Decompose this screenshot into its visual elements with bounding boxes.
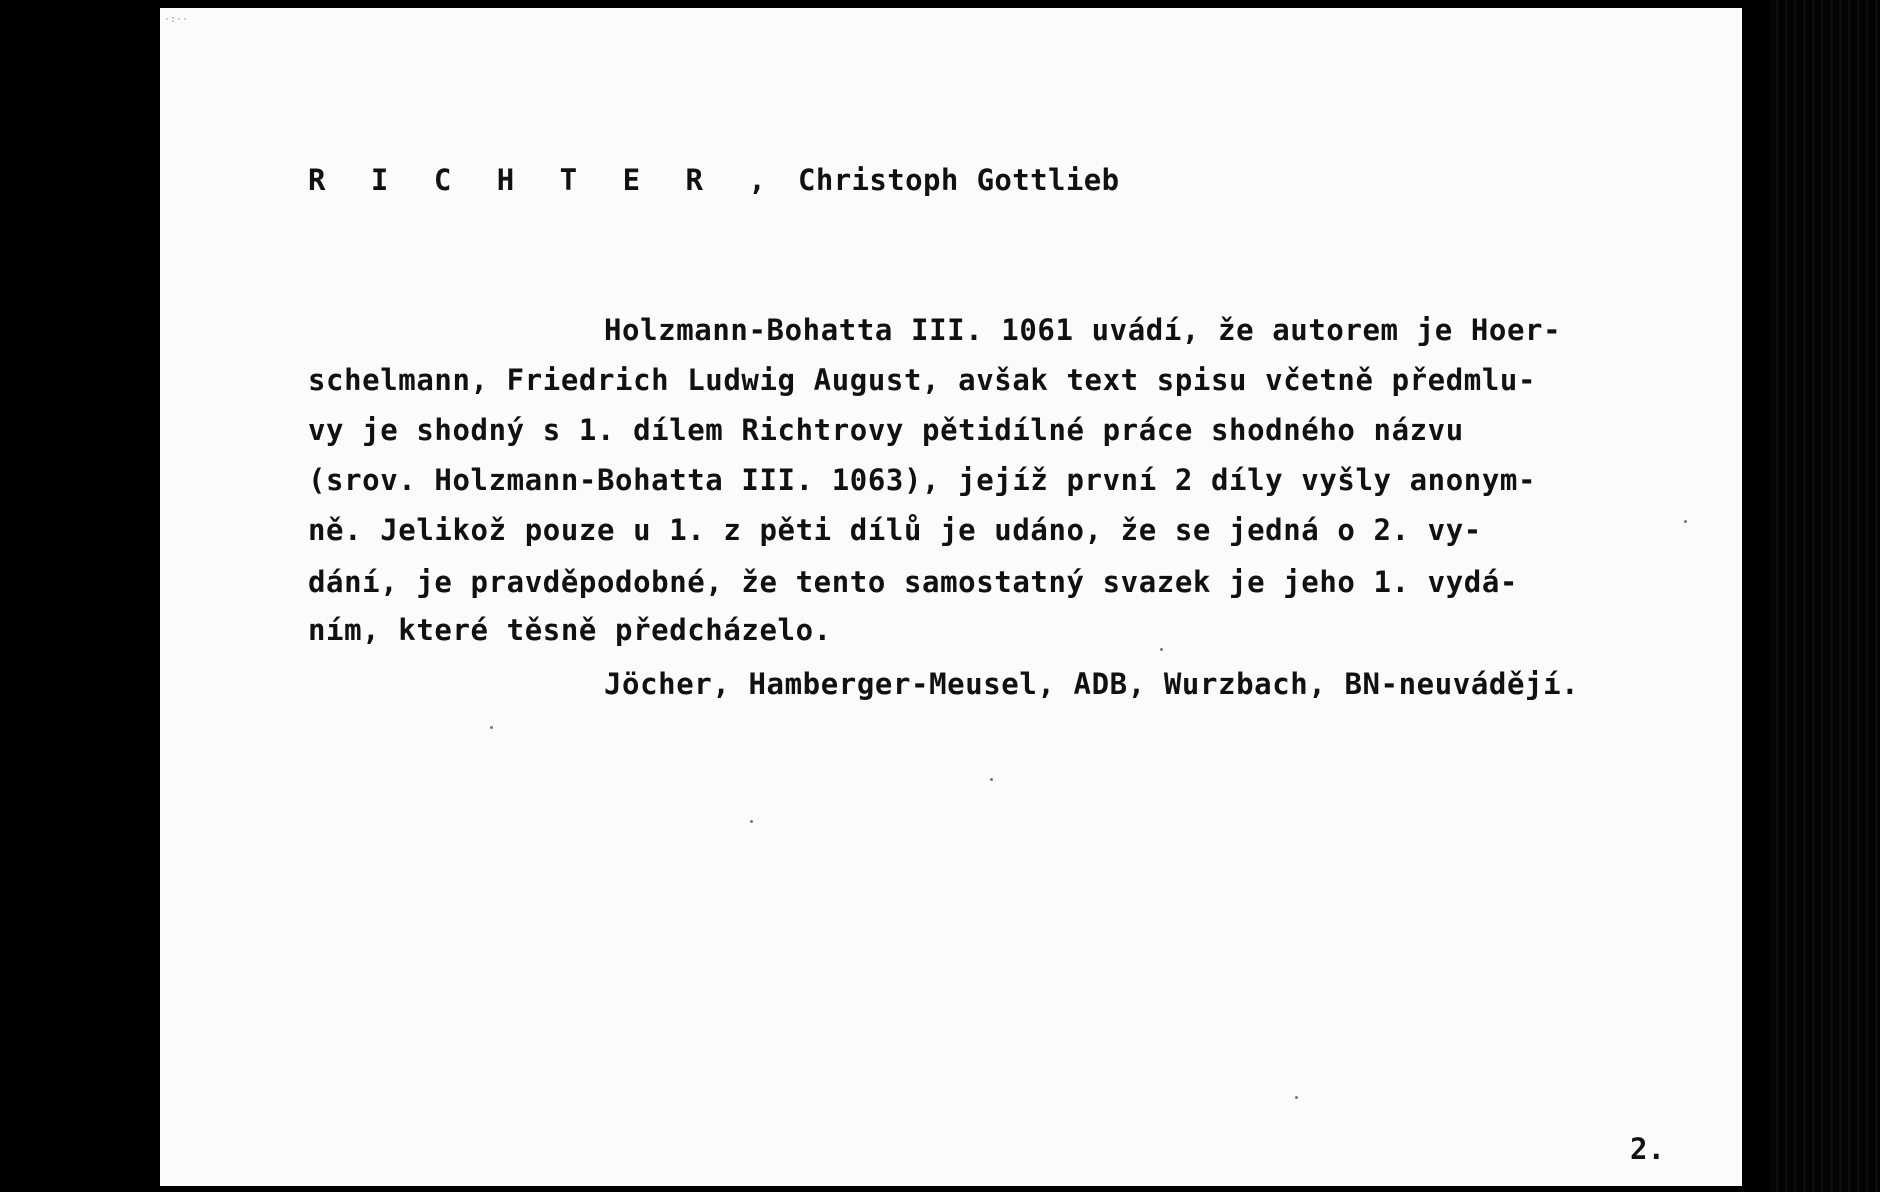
paragraph-line-3: vy je shodný s 1. dílem Richtrovy pětidílné práce shodného názvu	[308, 413, 1464, 447]
heading-surname: R I C H T E R ,	[308, 163, 780, 197]
heading-given-names: Christoph Gottlieb	[797, 163, 1120, 197]
paper-speck	[1295, 1096, 1298, 1099]
paper-speck	[490, 726, 493, 729]
page-number: 2.	[1630, 1132, 1665, 1166]
paragraph-line-7: ním, které těsně předcházelo.	[308, 613, 832, 647]
paragraph-line-5: ně. Jelikož pouze u 1. z pěti dílů je udáno, že se jedná o 2. vy-	[308, 513, 1482, 547]
corner-mark: ·:··	[164, 14, 189, 25]
paragraph-line-6: dání, je pravděpodobné, že tento samostatný svazek je jeho 1. vydá-	[308, 565, 1518, 599]
paper-speck	[750, 820, 753, 823]
paragraph-line-4: (srov. Holzmann-Bohatta III. 1063), jejíž první 2 díly vyšly anonym-	[308, 463, 1537, 497]
scan-edge-right	[1770, 0, 1880, 1192]
paper-speck	[990, 778, 993, 781]
paragraph-line-2: schelmann, Friedrich Ludwig August, avšak text spisu včetně předmlu-	[308, 363, 1537, 397]
sources-line: Jöcher, Hamberger-Meusel, ADB, Wurzbach, BN-neuvádějí.	[604, 667, 1580, 701]
paragraph-line-1: Holzmann-Bohatta III. 1061 uvádí, že autorem je Hoer-	[604, 313, 1562, 347]
card-heading	[308, 163, 1120, 197]
paper-speck	[1160, 648, 1163, 651]
paper-speck	[1684, 520, 1687, 523]
catalog-card	[160, 8, 1742, 1186]
